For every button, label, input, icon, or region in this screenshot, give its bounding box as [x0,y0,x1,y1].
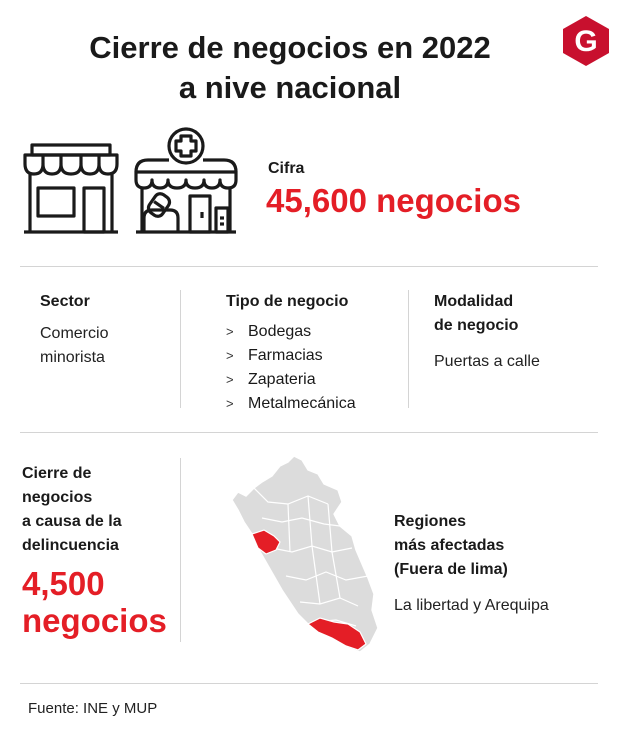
source-note: Fuente: INE y MUP [28,700,158,717]
pharmacy-icon [132,126,240,236]
brand-logo-icon [560,14,612,68]
divider-vertical-3 [180,458,181,642]
list-item: > Bodegas [226,320,396,344]
modalidad-heading-line-1: Modalidad [434,293,514,310]
store-icon [20,142,122,236]
chevron-right-icon: > [226,348,234,363]
delincuencia-heading-line: negocios [22,489,93,506]
regiones-heading-line: más afectadas [394,537,505,554]
list-item: > Metalmecánica [226,392,396,416]
tipo-negocio-heading: Tipo de negocio [226,293,349,310]
modalidad-block [434,290,594,374]
divider-vertical-2 [408,290,409,408]
divider-bottom [20,683,598,684]
divider-top [20,266,598,267]
chevron-right-icon: > [226,324,234,339]
page-title [40,28,540,108]
divider-middle [20,432,598,433]
logo-letter: G [574,25,598,58]
sector-heading: Sector [40,293,90,310]
cifra-value: 45,600 negocios [266,182,521,219]
delincuencia-block [22,462,172,558]
divider-vertical-1 [180,290,181,408]
regiones-value: La libertad y Arequipa [394,597,549,614]
chevron-right-icon: > [226,372,234,387]
sector-block [40,290,170,370]
peru-map-icon [228,452,384,658]
delincuencia-heading-line: delincuencia [22,537,119,554]
list-item: > Farmacias [226,344,396,368]
tipo-negocio-block [226,290,396,416]
chevron-right-icon: > [226,396,234,411]
modalidad-heading-line-2: de negocio [434,317,519,334]
tipo-negocio-list [226,320,396,416]
regiones-block [394,510,604,618]
delincuencia-heading-line: a causa de la [22,513,122,530]
cifra-label: Cifra [268,160,305,177]
delincuencia-heading-line: Cierre de [22,465,92,482]
list-item: > Zapateria [226,368,396,392]
title-line-1: Cierre de negocios en 2022 [89,30,491,65]
delincuencia-value: 4,500 negocios [22,565,167,639]
regiones-heading-line: (Fuera de lima) [394,561,508,578]
modalidad-value: Puertas a calle [434,353,540,370]
sector-value: Comercio minorista [40,325,109,366]
title-line-2: a nive nacional [178,70,402,105]
regiones-heading-line: Regiones [394,513,467,530]
